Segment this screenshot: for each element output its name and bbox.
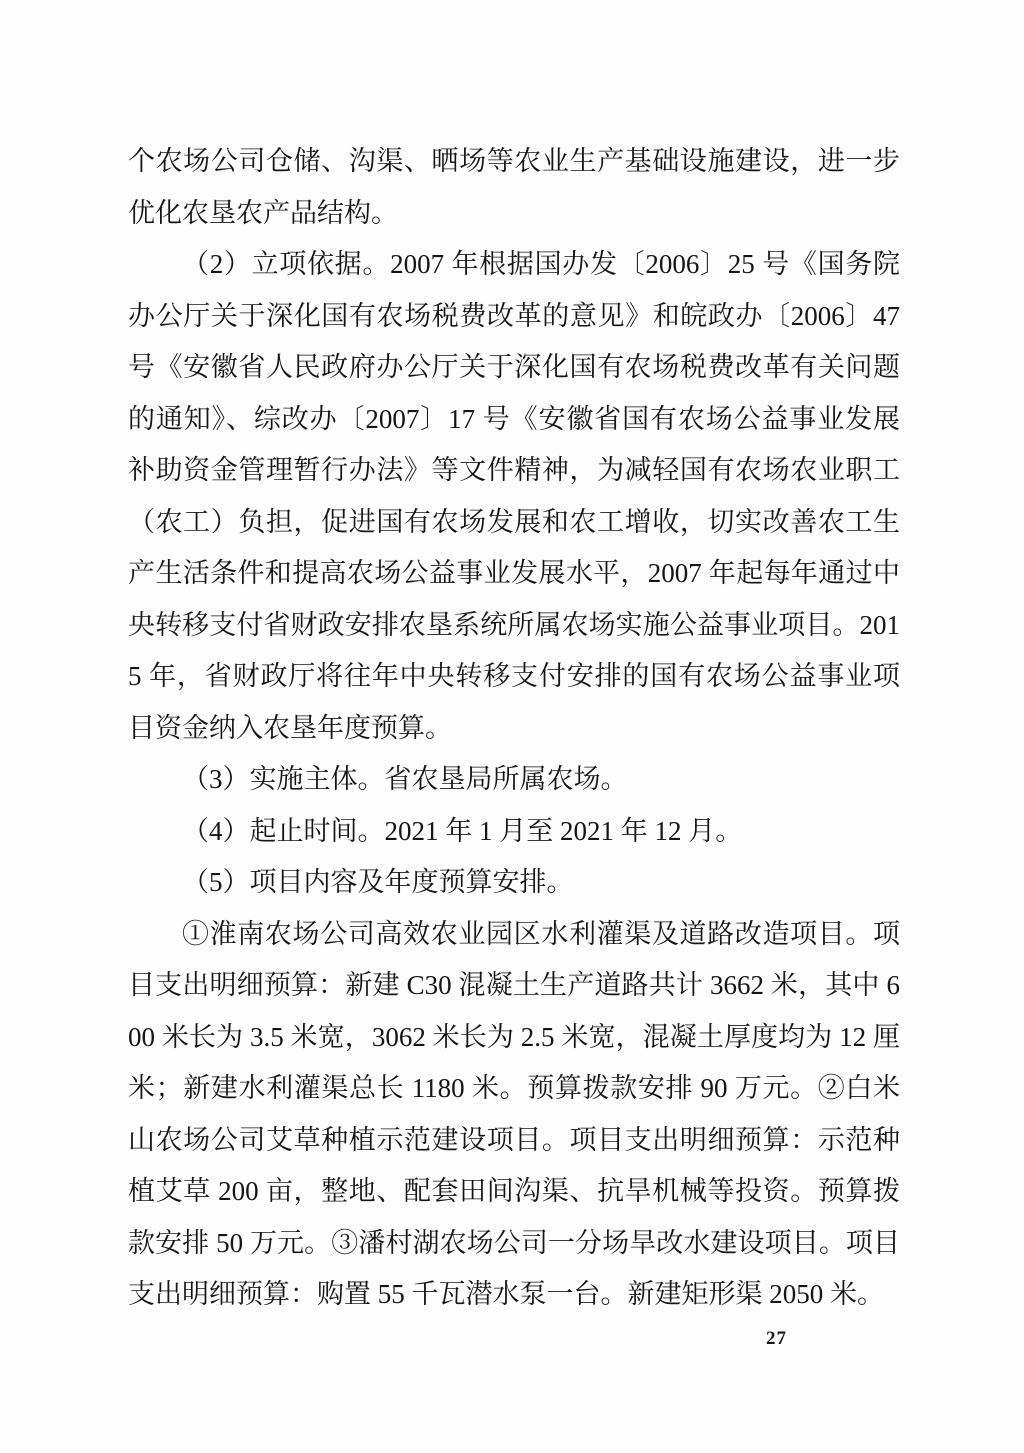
paragraph: （2）立项依据。2007 年根据国办发〔2006〕25 号《国务院办公厅关于深化国有农场税费改革的意见》和皖政办〔2006〕47 号《安徽省人民政府办公厅关于深化国有农场税费改革有关问题的通知》、综改办〔2007〕17 号《安徽省国有农场公益事业发展补助资金管理暂行办法》等文件精神，为减轻国有农场农业职工（农工）负担，促进国有农场发展和农工增收，切实改善农工生产生活条件和提高农场公益事业发展水平，2007 年起每年通过中央转移支付省财政安排农垦系统所属农场实施公益事业项目。2015 年，省财政厅将往年中央转移支付安排的国有农场公益事业项目资金纳入农垦年度预算。 [128,249,900,743]
paragraph: （5）项目内容及年度预算安排。 [182,867,574,897]
paragraph: 个农场公司仓储、沟渠、晒场等农业生产基础设施建设，进一步优化农垦农产品结构。 [128,146,900,228]
paragraph: （4）起止时间。2021 年 1 月至 2021 年 12 月。 [182,815,743,846]
paragraph: （3）实施主体。省农垦局所属农场。 [182,764,628,794]
document-text-block [128,136,900,1321]
paragraph: ①淮南农场公司高效农业园区水利灌渠及道路改造项目。项目支出明细预算：新建 C30 混凝土生产道路共计 3662 米，其中 600 米长为 3.5 米宽，3062 米长为 2.5 米宽，混凝土厚度均为 12 厘米；新建水利灌渠总长 1180 米。预算拨款安排 90 万元。②白米山农场公司艾草种植示范建设项目。项目支出明细预算：示范种植艾草 200 亩，整地、配套田间沟渠、抗旱机械等投资。预算拨款安排 50 万元。③潘村湖农场公司一分场旱改水建设项目。项目支出明细预算：购置 55 千瓦潜水泵一台。新建矩形渠 2050 米。 [128,918,900,1309]
page-number: 27 [766,1328,787,1349]
